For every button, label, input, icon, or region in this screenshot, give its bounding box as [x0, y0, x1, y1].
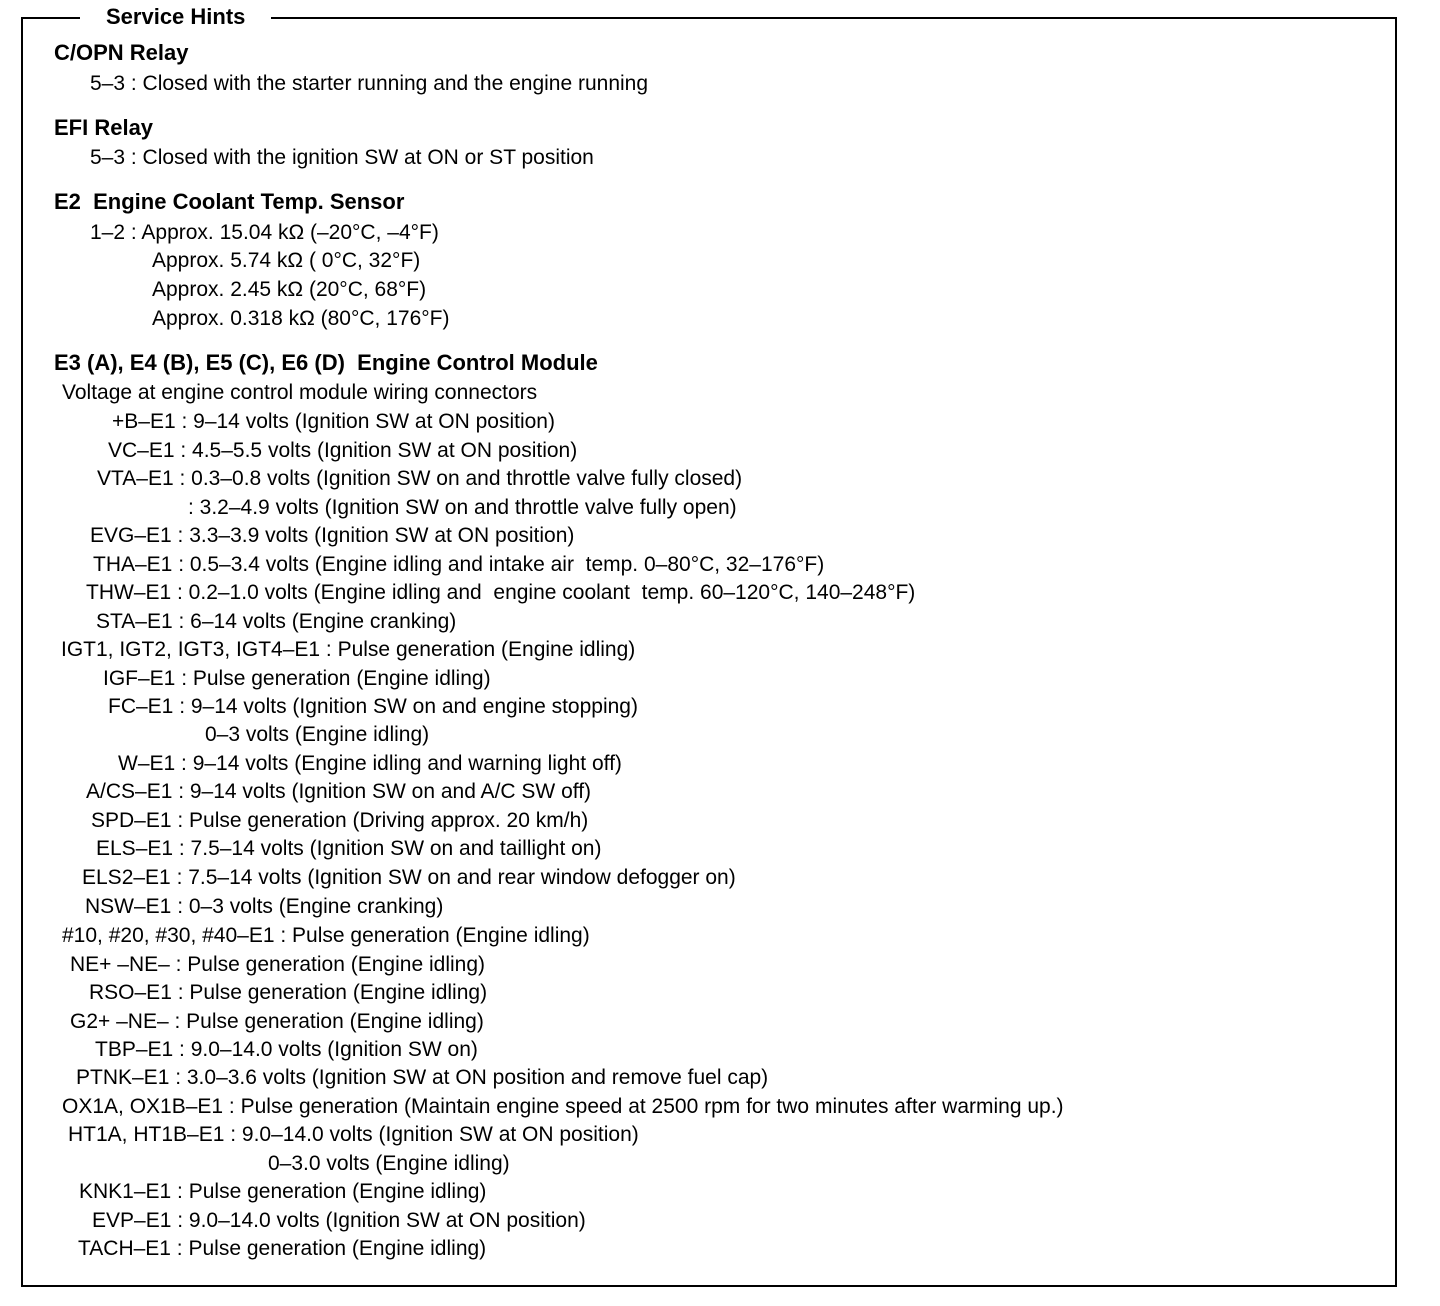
hint-line: RSO–E1 : Pulse generation (Engine idling): [89, 981, 488, 1004]
hint-line: 5–3 : Closed with the ignition SW at ON or ST position: [90, 146, 594, 169]
section-heading-copn-relay: C/OPN Relay: [54, 40, 189, 65]
hint-line: TACH–E1 : Pulse generation (Engine idling): [78, 1237, 487, 1260]
hint-line: HT1A, HT1B–E1 : 9.0–14.0 volts (Ignition SW at ON position): [68, 1123, 639, 1146]
hint-line: A/CS–E1 : 9–14 volts (Ignition SW on and A/C SW off): [86, 780, 592, 803]
hint-line: : 3.2–4.9 volts (Ignition SW on and throttle valve fully open): [188, 496, 737, 519]
hint-line: 0–3 volts (Engine idling): [205, 723, 430, 746]
section-heading-coolant-sensor: E2 Engine Coolant Temp. Sensor: [54, 189, 405, 214]
hint-line: OX1A, OX1B–E1 : Pulse generation (Maintain engine speed at 2500 rpm for two minutes after warming up.): [62, 1095, 1064, 1118]
page-title: Service Hints: [80, 2, 271, 32]
hint-line: G2+ –NE– : Pulse generation (Engine idling): [70, 1010, 484, 1033]
hint-line: PTNK–E1 : 3.0–3.6 volts (Ignition SW at ON position and remove fuel cap): [76, 1066, 769, 1089]
section-heading-efi-relay: EFI Relay: [54, 115, 154, 140]
hint-line: Approx. 2.45 kΩ (20°C, 68°F): [152, 278, 427, 301]
hint-line: NSW–E1 : 0–3 volts (Engine cranking): [85, 895, 444, 918]
hint-line: STA–E1 : 6–14 volts (Engine cranking): [96, 610, 457, 633]
section-heading-ecm: E3 (A), E4 (B), E5 (C), E6 (D) Engine Control Module: [54, 350, 598, 375]
hint-line: TBP–E1 : 9.0–14.0 volts (Ignition SW on): [95, 1038, 478, 1061]
hint-line: #10, #20, #30, #40–E1 : Pulse generation (Engine idling): [62, 924, 590, 947]
hint-line: THW–E1 : 0.2–1.0 volts (Engine idling and engine coolant temp. 60–120°C, 140–248°F): [86, 581, 916, 604]
hint-line: ELS2–E1 : 7.5–14 volts (Ignition SW on and rear window defogger on): [82, 866, 736, 889]
hint-line: 0–3.0 volts (Engine idling): [268, 1152, 510, 1175]
hint-line: ELS–E1 : 7.5–14 volts (Ignition SW on and taillight on): [96, 837, 602, 860]
hint-line: IGF–E1 : Pulse generation (Engine idling): [103, 667, 491, 690]
hint-line: W–E1 : 9–14 volts (Engine idling and warning light off): [118, 752, 622, 775]
hint-line: VTA–E1 : 0.3–0.8 volts (Ignition SW on and throttle valve fully closed): [97, 467, 743, 490]
hint-line: 1–2 : Approx. 15.04 kΩ (–20°C, –4°F): [90, 221, 439, 244]
hint-line: +B–E1 : 9–14 volts (Ignition SW at ON position): [112, 410, 555, 433]
hint-line: EVG–E1 : 3.3–3.9 volts (Ignition SW at ON position): [90, 524, 575, 547]
hint-line: NE+ –NE– : Pulse generation (Engine idling): [70, 953, 485, 976]
hint-line: KNK1–E1 : Pulse generation (Engine idling): [79, 1180, 487, 1203]
hint-line: Approx. 5.74 kΩ ( 0°C, 32°F): [152, 249, 421, 272]
hint-line: Voltage at engine control module wiring connectors: [62, 381, 538, 404]
hint-line: SPD–E1 : Pulse generation (Driving approx. 20 km/h): [91, 809, 589, 832]
hint-line: 5–3 : Closed with the starter running and the engine running: [90, 72, 649, 95]
hint-line: Approx. 0.318 kΩ (80°C, 176°F): [152, 307, 450, 330]
hint-line: FC–E1 : 9–14 volts (Ignition SW on and engine stopping): [108, 695, 638, 718]
hint-line: VC–E1 : 4.5–5.5 volts (Ignition SW at ON position): [108, 439, 578, 462]
hint-line: THA–E1 : 0.5–3.4 volts (Engine idling and intake air temp. 0–80°C, 32–176°F): [93, 553, 825, 576]
hint-line: IGT1, IGT2, IGT3, IGT4–E1 : Pulse generation (Engine idling): [61, 638, 636, 661]
hint-line: EVP–E1 : 9.0–14.0 volts (Ignition SW at ON position): [92, 1209, 586, 1232]
